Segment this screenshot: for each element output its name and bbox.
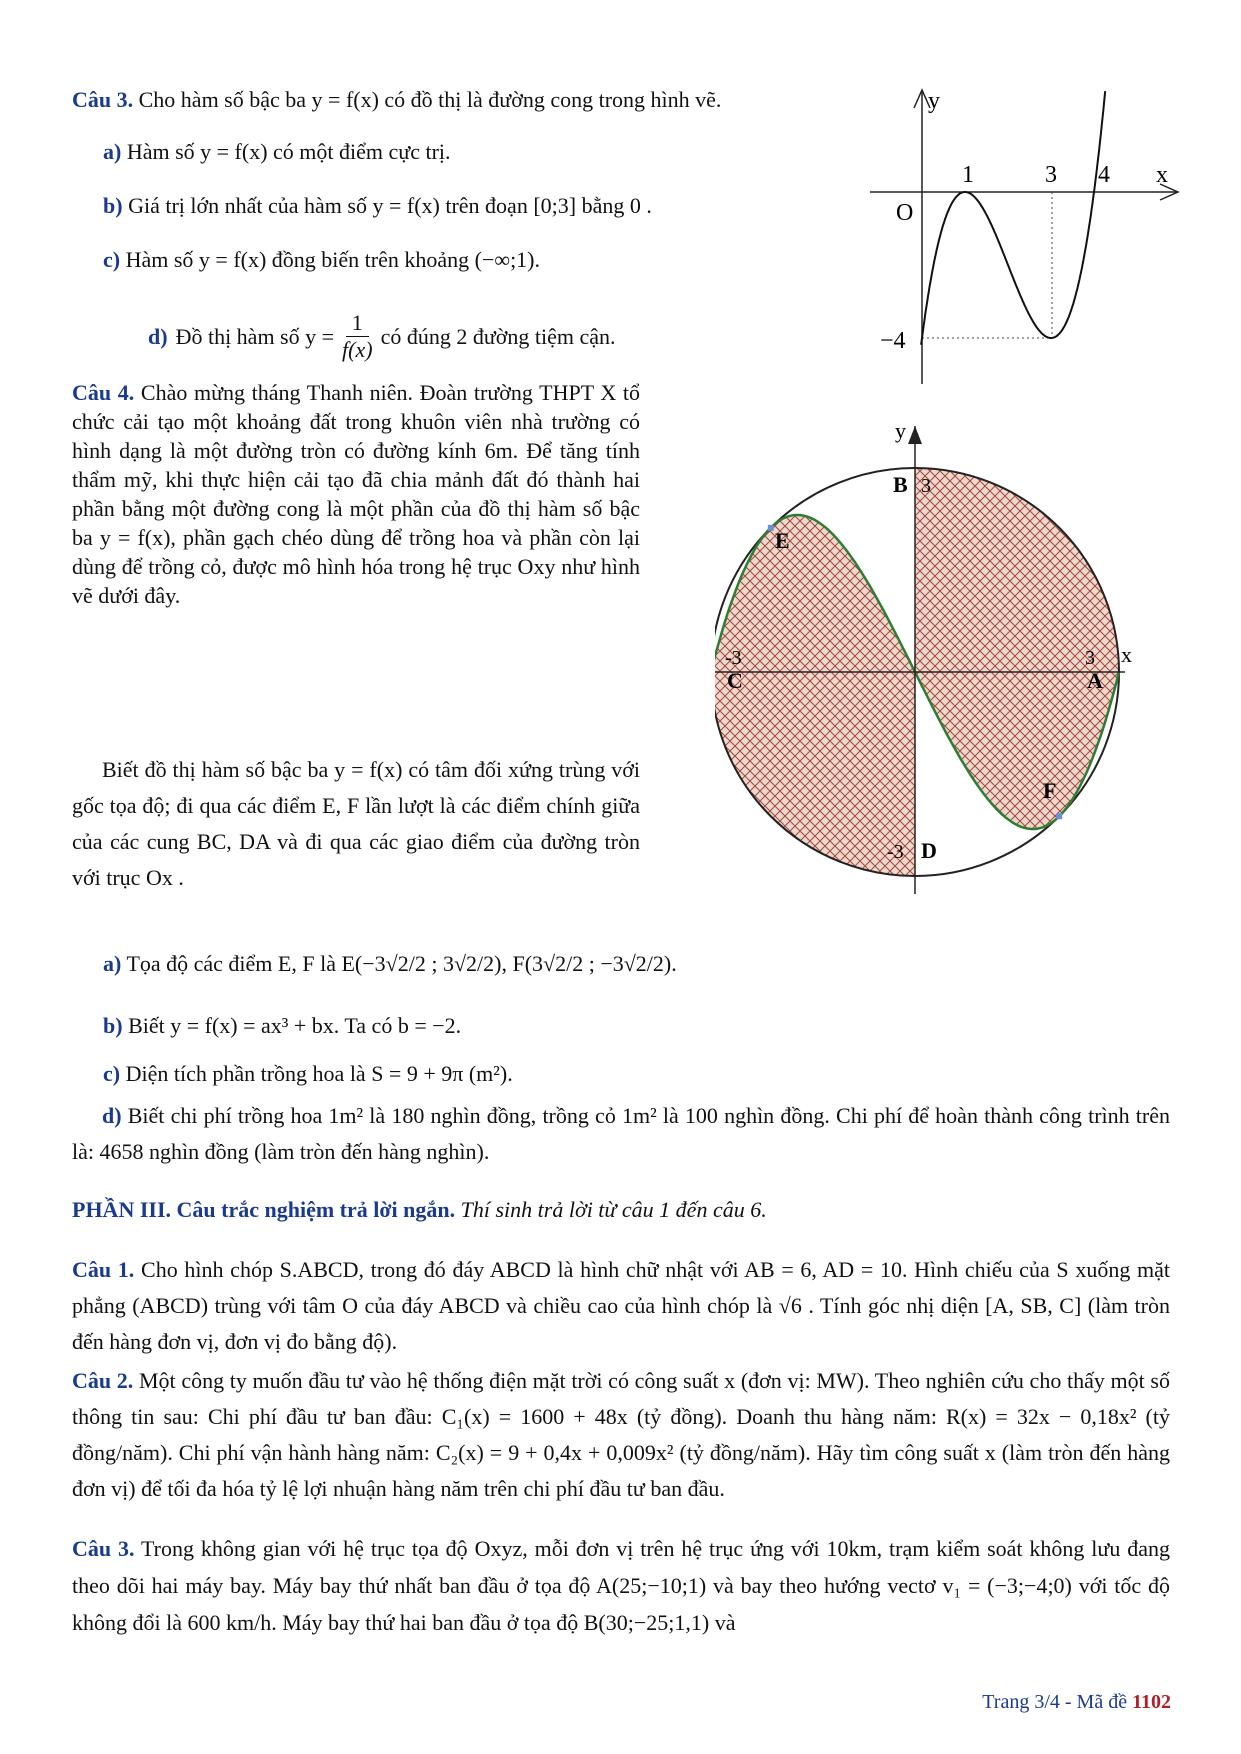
section-title: PHẦN III. Câu trắc nghiệm trả lời ngắn. bbox=[72, 1197, 456, 1222]
question-text: Chào mừng tháng Thanh niên. Đoàn trường THPT X tổ chức cải tạo một khoảng đất trong khuôn viên nhà trường có hình dạng là một đường tròn có đường kính 6m. Để tăng tính thẩm mỹ, khi thực hiện cải tạo đã chia mảnh đất đó thành hai phần bằng một đường cong là một phần của đồ thị hàm số bậc ba y = f(x), phần gạch chéo dùng để trồng hoa và phần còn lại dùng để trồng cỏ, được mô hình hóa trong hệ trục Oxy như hình vẽ dưới đây. bbox=[72, 380, 641, 608]
cau4-option-a: a) Tọa độ các điểm E, F là E(−3√2/2 ; 3√2/2), F(3√2/2 ; −3√2/2). bbox=[103, 951, 677, 976]
cau3-option-c: c) Hàm số y = f(x) đồng biến trên khoảng (−∞;1). bbox=[103, 247, 541, 272]
tick-3-y: 3 bbox=[921, 475, 931, 497]
hatched-region bbox=[715, 672, 915, 876]
point-C-label: C bbox=[727, 668, 743, 693]
hatched-region bbox=[915, 672, 1119, 829]
tick-3: 3 bbox=[1045, 162, 1057, 188]
cubic-graph bbox=[860, 86, 1190, 386]
q1-block bbox=[72, 1252, 1170, 1360]
question-label: Câu 3. bbox=[72, 87, 134, 112]
origin-label: O bbox=[896, 200, 914, 226]
q2-block bbox=[72, 1363, 1170, 1507]
cau3-option-b: b) Giá trị lớn nhất của hàm số y = f(x) trên đoạn [0;3] bằng 0 . bbox=[103, 193, 652, 218]
section-note: Thí sinh trả lời từ câu 1 đến câu 6. bbox=[460, 1197, 767, 1222]
question-text: Cho hàm số bậc ba y = f(x) có đồ thị là đường cong trong hình vẽ. bbox=[138, 87, 722, 112]
cau4-intro bbox=[72, 378, 640, 610]
question-text: Trong không gian với hệ trục tọa độ Oxyz, mỗi đơn vị trên hệ trục ứng với 10km, trạm kiểm soát không lưu đang theo dõi hai máy bay. Máy bay thứ nhất ban đầu ở tọa độ A(25;−10;1) và bay theo hướng vectơ v₁ = (−3;−4;0) với tốc độ không đổi là 600 km/h. Máy bay thứ hai ban đầu ở tọa độ B(30;−25;1,1) và bbox=[72, 1536, 1170, 1635]
question-text: Cho hình chóp S.ABCD, trong đó đáy ABCD là hình chữ nhật với AB = 6, AD = 10. Hình chiếu của S xuống mặt phẳng (ABCD) trùng với tâm O của đáy ABCD và chiều cao của hình chóp là √6 . Tính góc nhị diện [A, SB, C] (làm tròn đến hàng đơn vị, đơn vị đo bằng độ). bbox=[72, 1257, 1171, 1354]
cau3-intro bbox=[72, 86, 852, 114]
question-label: Câu 3. bbox=[72, 1536, 135, 1561]
cau4-para2: Biết đồ thị hàm số bậc ba y = f(x) có tâm đối xứng trùng với gốc tọa độ; đi qua các điểm E, F lần lượt là các điểm chính giữa của các cung BC, DA và đi qua các giao điểm của đường tròn với trục Ox . bbox=[72, 757, 640, 890]
cau3-option-a: a) Hàm số y = f(x) có một điểm cực trị. bbox=[103, 139, 451, 164]
point-A-label: A bbox=[1087, 668, 1103, 693]
cau4-option-c: c) Diện tích phần trồng hoa là S = 9 + 9π (m²). bbox=[103, 1061, 513, 1086]
page-footer: Trang 3/4 - Mã đề 1102 bbox=[982, 1691, 1171, 1713]
hatched-region bbox=[715, 515, 915, 672]
hatched-region bbox=[915, 468, 1119, 672]
point-D-label: D bbox=[921, 838, 937, 863]
cau4-option-b: b) Biết y = f(x) = ax³ + bx. Ta có b = −2. bbox=[103, 1013, 462, 1038]
question-label: Câu 4. bbox=[72, 380, 135, 405]
axis-x-label: x bbox=[1156, 162, 1168, 188]
point-E bbox=[768, 525, 774, 531]
axis-x-label: x bbox=[1121, 642, 1132, 667]
axis-y-label: y bbox=[895, 418, 906, 443]
tick-4: 4 bbox=[1098, 162, 1110, 188]
tick-minus-3-x: -3 bbox=[725, 647, 742, 669]
cubic-curve bbox=[921, 91, 1105, 345]
part3-heading bbox=[72, 1196, 1172, 1224]
question-label: Câu 1. bbox=[72, 1257, 135, 1282]
fraction: $\frac{1}{f(x)}$ bbox=[342, 310, 373, 362]
question-text: Một công ty muốn đầu tư vào hệ thống điện mặt trời có công suất x (đơn vị: MW). Theo nghiên cứu cho thấy một số thông tin sau: Chi phí đầu tư ban đầu: C₁(x) = 1600 + 48x (tỷ đồng). Doanh thu hàng năm: R(x) = 32x − 0,18x² (tỷ đồng/năm). Chi phí vận hành hàng năm: C₂(x) = 9 + 0,4x + 0,009x² (tỷ đồng/năm). Hãy tìm công suất x (làm tròn đến hàng đơn vị) để tối đa hóa tỷ lệ lợi nhuận hàng năm trên chi phí đầu tư ban đầu. bbox=[72, 1368, 1170, 1501]
point-F bbox=[1056, 813, 1062, 819]
y-axis-arrow-icon bbox=[908, 426, 922, 444]
cau4-option-d: d) Biết chi phí trồng hoa 1m² là 180 nghìn đồng, trồng cỏ 1m² là 100 nghìn đồng. Chi phí để hoàn thành công trình trên là: 4658 nghìn đồng (làm tròn đến hàng nghìn). bbox=[72, 1103, 1171, 1164]
point-E-label: E bbox=[775, 528, 790, 553]
point-B-label: B bbox=[893, 472, 908, 497]
axis-y-label: y bbox=[928, 88, 940, 114]
tick-3-x: 3 bbox=[1085, 647, 1095, 669]
tick-1: 1 bbox=[962, 162, 974, 188]
tick-minus-4: −4 bbox=[880, 328, 906, 354]
question-label: Câu 2. bbox=[72, 1368, 134, 1393]
point-F-label: F bbox=[1043, 778, 1057, 803]
cau3-option-d: d) Đồ thị hàm số y = $\frac{1}{f(x)}$ có đúng 2 đường tiệm cận. bbox=[148, 310, 616, 362]
exam-code: 1102 bbox=[1132, 1691, 1171, 1713]
q3-block bbox=[72, 1530, 1170, 1641]
tick-minus-3-y: -3 bbox=[887, 841, 904, 863]
circle-graph bbox=[715, 416, 1145, 896]
